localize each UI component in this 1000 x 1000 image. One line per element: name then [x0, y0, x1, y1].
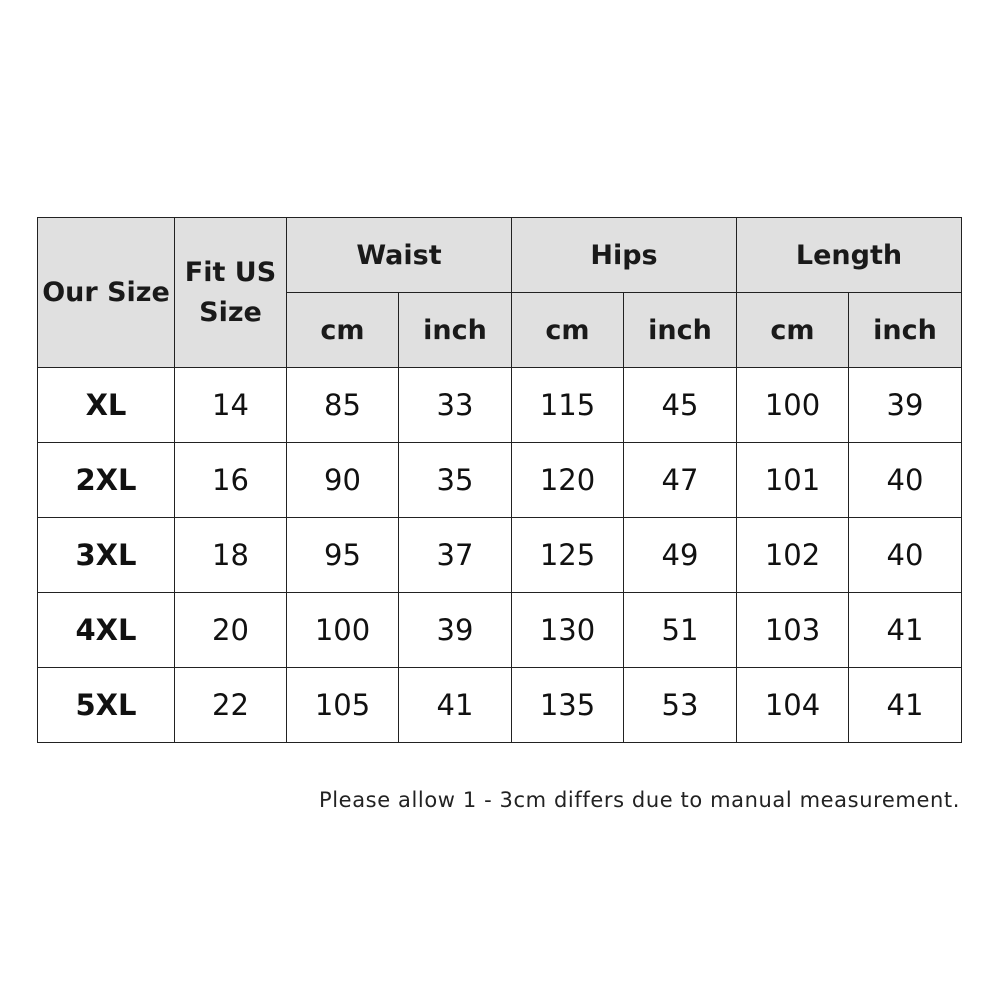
hips-cm-cell: 135	[512, 668, 624, 743]
header-hips-cm: cm	[512, 293, 624, 368]
waist-inch-cell: 41	[399, 668, 512, 743]
measurement-note: Please allow 1 - 3cm differs due to manual measurement.	[318, 788, 960, 812]
header-fit-us-size-line1: Fit US	[184, 257, 277, 289]
length-cm-cell: 103	[737, 593, 849, 668]
size-cell: 4XL	[38, 593, 175, 668]
us-size-cell: 16	[175, 443, 287, 518]
length-inch-cell: 40	[849, 518, 962, 593]
waist-inch-cell: 37	[399, 518, 512, 593]
length-cm-cell: 104	[737, 668, 849, 743]
waist-inch-cell: 33	[399, 368, 512, 443]
header-length-inch: inch	[849, 293, 962, 368]
length-inch-cell: 39	[849, 368, 962, 443]
length-cm-cell: 100	[737, 368, 849, 443]
table-row	[38, 593, 962, 668]
header-fit-us-size	[175, 218, 287, 368]
length-inch-cell: 41	[849, 593, 962, 668]
header-length: Length	[737, 218, 962, 293]
waist-inch-cell: 39	[399, 593, 512, 668]
header-hips: Hips	[512, 218, 737, 293]
table-row	[38, 668, 962, 743]
hips-inch-cell: 53	[624, 668, 737, 743]
hips-cm-cell: 130	[512, 593, 624, 668]
length-inch-cell: 41	[849, 668, 962, 743]
header-waist: Waist	[287, 218, 512, 293]
waist-cm-cell: 100	[287, 593, 399, 668]
size-cell: 3XL	[38, 518, 175, 593]
hips-inch-cell: 49	[624, 518, 737, 593]
size-chart-table	[37, 217, 962, 743]
waist-cm-cell: 95	[287, 518, 399, 593]
header-waist-inch: inch	[399, 293, 512, 368]
header-length-cm: cm	[737, 293, 849, 368]
header-hips-inch: inch	[624, 293, 737, 368]
us-size-cell: 22	[175, 668, 287, 743]
size-cell: XL	[38, 368, 175, 443]
length-inch-cell: 40	[849, 443, 962, 518]
hips-inch-cell: 45	[624, 368, 737, 443]
hips-cm-cell: 115	[512, 368, 624, 443]
waist-cm-cell: 85	[287, 368, 399, 443]
table-row	[38, 443, 962, 518]
size-cell: 5XL	[38, 668, 175, 743]
size-cell: 2XL	[38, 443, 175, 518]
hips-inch-cell: 47	[624, 443, 737, 518]
waist-cm-cell: 105	[287, 668, 399, 743]
us-size-cell: 20	[175, 593, 287, 668]
hips-inch-cell: 51	[624, 593, 737, 668]
header-waist-cm: cm	[287, 293, 399, 368]
waist-inch-cell: 35	[399, 443, 512, 518]
header-fit-us-size-line2: Size	[199, 296, 262, 328]
length-cm-cell: 102	[737, 518, 849, 593]
us-size-cell: 14	[175, 368, 287, 443]
header-row-groups	[38, 218, 962, 293]
hips-cm-cell: 120	[512, 443, 624, 518]
waist-cm-cell: 90	[287, 443, 399, 518]
us-size-cell: 18	[175, 518, 287, 593]
table-row	[38, 518, 962, 593]
table-row	[38, 368, 962, 443]
header-our-size: Our Size	[38, 218, 175, 368]
hips-cm-cell: 125	[512, 518, 624, 593]
length-cm-cell: 101	[737, 443, 849, 518]
